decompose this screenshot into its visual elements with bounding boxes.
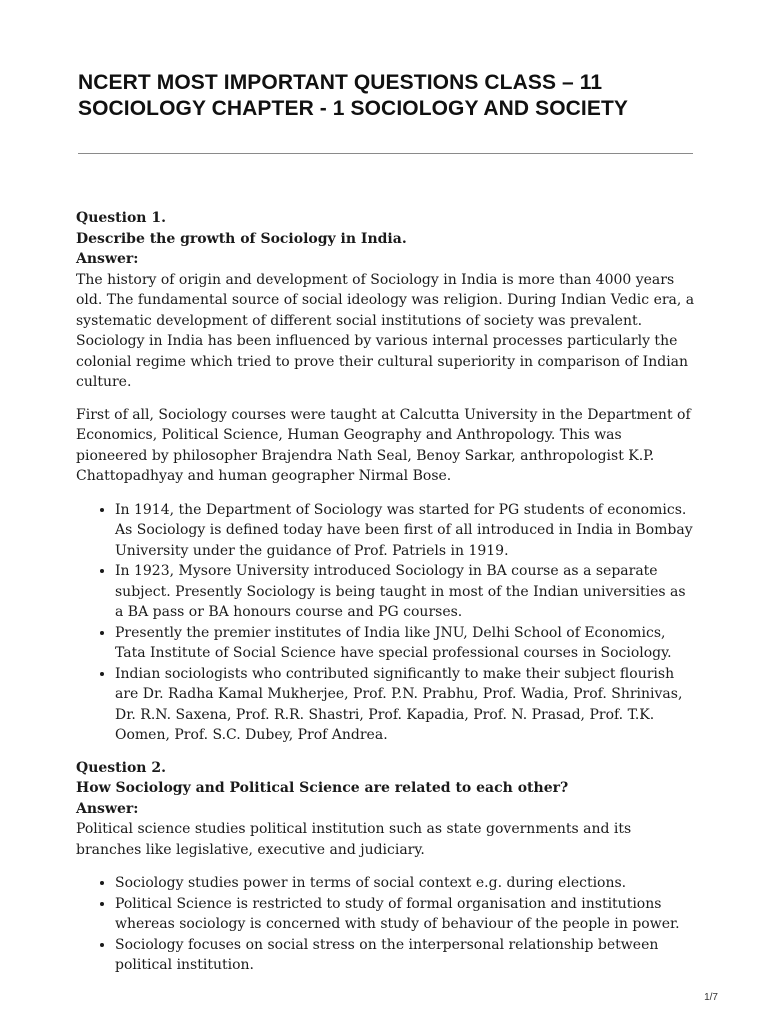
list-item: • Indian sociologists who contributed significantly to make their subject flourish are Dr. Radha Kamal Mukherjee, Prof. P.N. Prabhu, Prof. Wadia, Prof. Shrinivas, Dr. R.N. Saxena, Prof. R.R. Shastri, Prof. Kapadia, Prof. N. Prasad, Prof. T.K. Oomen, Prof. S.C. Dubey, Prof Andrea. [115, 664, 696, 746]
question-1-text: Describe the growth of Sociology in India. [76, 230, 407, 247]
question-2-text: How Sociology and Political Science are related to each other? [76, 780, 569, 796]
list-item: • In 1914, the Department of Sociology was started for PG students of economics. As Sociology is defined today have been first of all introduced in India in Bombay University under the guidance of Prof. Patriels in 1919. [115, 500, 696, 562]
answer-2-bullet-list [76, 873, 696, 976]
answer-2-paragraph-1: Political science studies political institution such as state governments and its branches like legislative, executive and judiciary. [76, 821, 632, 858]
question-2-block [76, 758, 696, 976]
answer-1-bullet-list [76, 500, 696, 746]
list-item: • In 1923, Mysore University introduced Sociology in BA course as a separate subject. Presently Sociology is being taught in most of the Indian universities as a BA pass or BA honours course and PG courses. [115, 561, 696, 623]
list-item: • Sociology studies power in terms of social context e.g. during elections. [115, 873, 696, 894]
answer-1-label: Answer: [76, 251, 139, 267]
answer-1-paragraph-2: First of all, Sociology courses were taught at Calcutta University in the Department of Economics, Political Science, Human Geography and Anthropology. This was pioneered by philosopher Brajendra Nath Seal, Benoy Sarkar, anthropologist K.P. Chattopadhyay and human geographer Nirmal Bose. [76, 406, 691, 484]
question-1-label: Question 1. [76, 210, 166, 226]
document-body [76, 208, 696, 976]
title-divider [78, 153, 693, 154]
page-number: 1/7 [704, 992, 718, 1003]
question-2-label: Question 2. [76, 759, 166, 776]
list-item: • Political Science is restricted to study of formal organisation and institutions whereas sociology is concerned with study of behaviour of the people in power. [115, 894, 696, 935]
answer-1-paragraph-1: The history of origin and development of Sociology in India is more than 4000 years old. The fundamental source of social ideology was religion. During Indian Vedic era, a systematic development of different social institutions of society was prevalent. Sociology in India has been influenced by various internal processes particularly the colonial regime which tried to prove their cultural superiority in comparison of Indian culture. [76, 271, 695, 390]
list-item: • Presently the premier institutes of India like JNU, Delhi School of Economics, Tata Institute of Social Science have special professional courses in Sociology. [115, 623, 696, 664]
question-1-block [76, 208, 696, 746]
list-item: • Sociology focuses on social stress on the interpersonal relationship between political institution. [115, 935, 696, 976]
answer-2-label: Answer: [76, 800, 139, 817]
page-title: NCERT MOST IMPORTANT QUESTIONS CLASS – 11 SOCIOLOGY CHAPTER - 1 SOCIOLOGY AND SOCIETY [78, 71, 628, 120]
